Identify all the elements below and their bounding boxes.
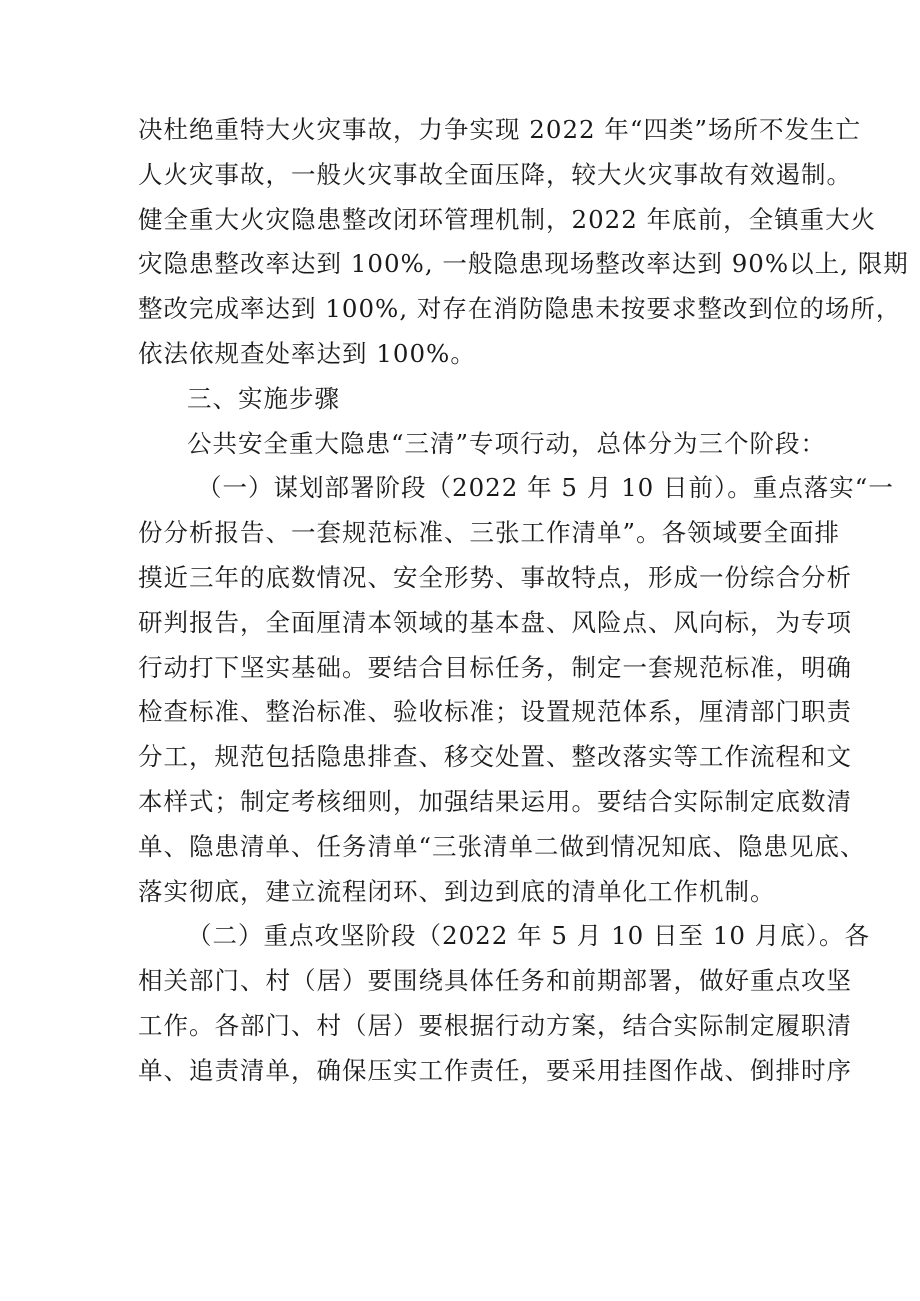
stage-1-line: 摸近三年的底数情况、安全形势、事故特点，形成一份综合分析 bbox=[138, 562, 852, 592]
document-body bbox=[138, 108, 909, 1094]
paragraph-line: 灾隐患整改率达到 100%, 一般隐患现场整改率达到 90%以上, 限期 bbox=[138, 249, 909, 279]
section-heading: 三、实施步骤 bbox=[187, 383, 340, 413]
stage-1-line: 研判报告，全面厘清本领域的基本盘、风险点、风向标，为专项 bbox=[138, 607, 852, 637]
paragraph-line: 依法依规查处率达到 100%。 bbox=[138, 338, 476, 368]
stage-1-line: 分工，规范包括隐患排查、移交处置、整改落实等工作流程和文 bbox=[138, 742, 852, 772]
stage-2-line: 相关部门、村（居）要围绕具体任务和前期部署，做好重点攻坚 bbox=[138, 966, 852, 996]
stage-1-line: 单、隐患清单、任务清单“三张清单二做到情况知底、隐患见底、 bbox=[138, 831, 866, 861]
paragraph-line: 整改完成率达到 100%, 对存在消防隐患未按要求整改到位的场所， bbox=[138, 294, 902, 324]
stage-1-line: 检查标准、整治标准、验收标准；设置规范体系，厘清部门职责 bbox=[138, 697, 852, 727]
stage-2-line: 单、追责清单，确保压实工作责任，要采用挂图作战、倒排时序 bbox=[138, 1055, 852, 1085]
stage-1-line: （一）谋划部署阶段（2022 年 5 月 10 日前）。重点落实“一 bbox=[197, 473, 894, 503]
stage-1-line: 本样式；制定考核细则，加强结果运用。要结合实际制定底数清 bbox=[138, 786, 852, 816]
intro-line: 公共安全重大隐患“三清”专项行动，总体分为三个阶段： bbox=[187, 428, 827, 458]
stage-1-line: 行动打下坚实基础。要结合目标任务，制定一套规范标准，明确 bbox=[138, 652, 852, 682]
stage-2-line: （二）重点攻坚阶段（2022 年 5 月 10 日至 10 月底）。各 bbox=[187, 921, 871, 951]
paragraph-line: 健全重大火灾隐患整改闭环管理机制，2022 年底前，全镇重大火 bbox=[138, 204, 877, 234]
paragraph-line: 人火灾事故，一般火灾事故全面压降，较大火灾事故有效遏制。 bbox=[138, 159, 852, 189]
stage-1-line: 落实彻底，建立流程闭环、到边到底的清单化工作机制。 bbox=[138, 876, 776, 906]
stage-2-line: 工作。各部门、村（居）要根据行动方案，结合实际制定履职清 bbox=[138, 1010, 852, 1040]
stage-1-line: 份分析报告、一套规范标准、三张工作清单”。各领域要全面排 bbox=[138, 518, 841, 548]
paragraph-line: 决杜绝重特大火灾事故，力争实现 2022 年“四类”场所不发生亡 bbox=[138, 115, 861, 144]
